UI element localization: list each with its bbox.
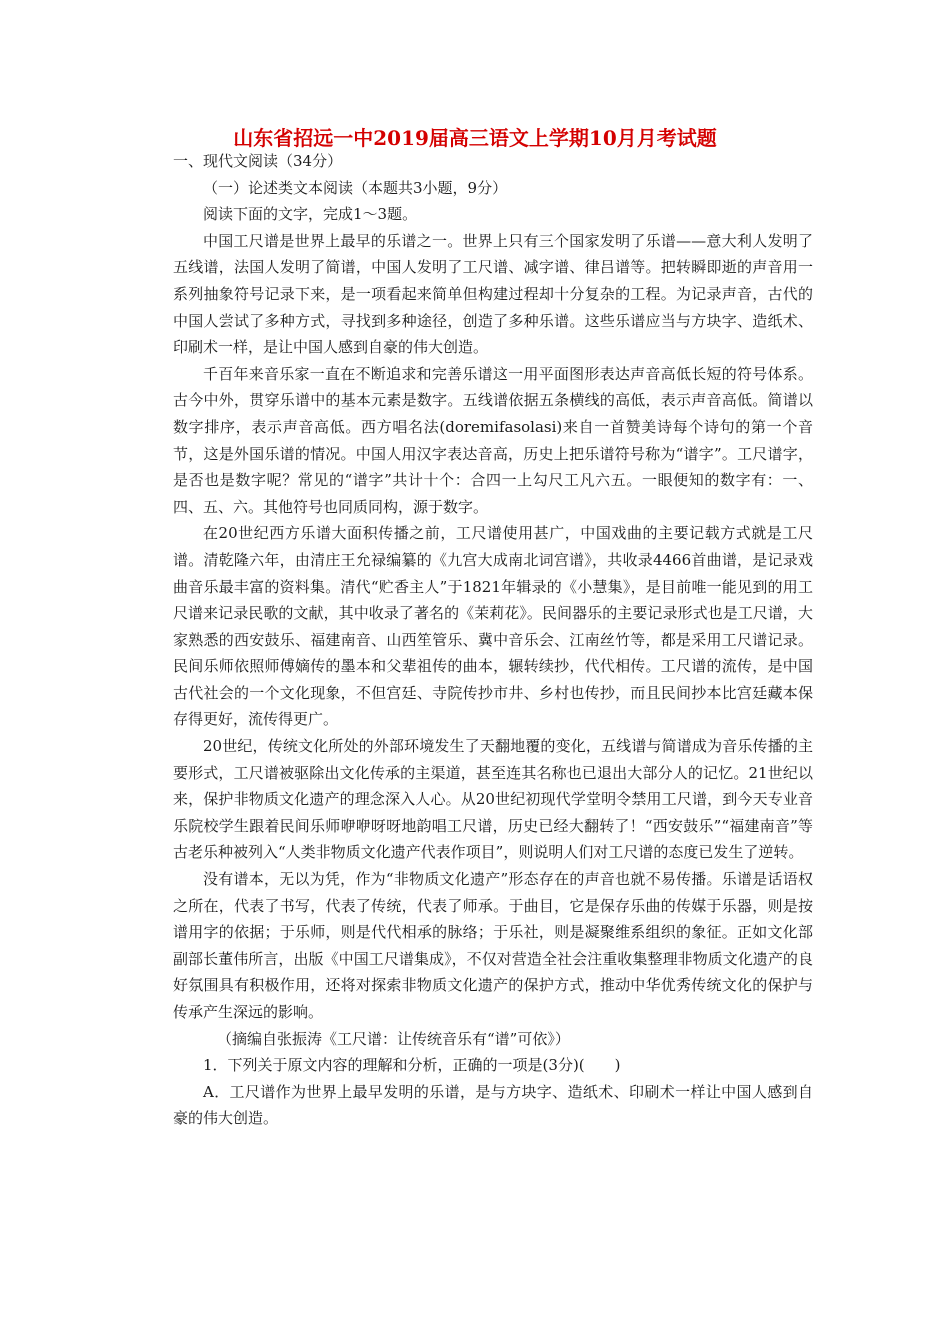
document-title: 山东省招远一中2019届高三语文上学期10月月考试题 <box>233 126 717 150</box>
passage-paragraph: 在20世纪西方乐谱大面积传播之前，工尺谱使用甚广，中国戏曲的主要记载方式就是工尺谱。清乾隆六年，由清庄王允禄编纂的《九宫大成南北词宫谱》，共收录4466首曲谱，是记录戏曲音乐最丰富的资料集。清代“贮香主人”于1821年辑录的《小慧集》，是目前唯一能见到的用工尺谱来记录民歌的文献，其中收录了著名的《茉莉花》。民间器乐的主要记录形式也是工尺谱，大家熟悉的西安鼓乐、福建南音、山西笙管乐、冀中音乐会、江南丝竹等，都是采用工尺谱记录。民间乐师依照师傅嫡传的墨本和父辈祖传的曲本，辗转续抄，代代相传。工尺谱的流传，是中国古代社会的一个文化现象，不但宫廷、寺院传抄市井、乡村也传抄，而且民间抄本比宫廷藏本保存得更好，流传得更广。 <box>173 524 813 729</box>
passage-paragraph: 20世纪，传统文化所处的外部环境发生了天翻地覆的变化，五线谱与简谱成为音乐传播的主要形式，工尺谱被驱除出文化传承的主渠道，甚至连其名称也已退出大部分人的记忆。21世纪以来，保护非物质文化遗产的理念深入人心。从20世纪初现代学堂明令禁用工尺谱，到今天专业音乐院校学生跟着民间乐师咿咿呀呀地韵唱工尺谱，历史已经大翻转了！“西安鼓乐”“福建南音”等古老乐种被列入“人类非物质文化遗产代表作项目”，则说明人们对工尺谱的态度已发生了逆转。 <box>173 737 813 862</box>
passage-source: （摘编自张振涛《工尺谱：让传统音乐有“谱”可依》） <box>217 1029 570 1048</box>
question-1-option-a: A．工尺谱作为世界上最早发明的乐谱，是与方块字、造纸术、印刷术一样让中国人感到自豪的伟大创造。 <box>173 1082 813 1128</box>
section-heading: 一、现代文阅读（34分） <box>173 152 343 170</box>
passage-paragraph: 没有谱本，无以为凭，作为“非物质文化遗产”形态存在的声音也就不易传播。乐谱是话语权之所在，代表了书写，代表了传统，代表了师承。于曲目，它是保存乐曲的传媒于乐器，则是按谱用字的依据；于乐师，则是代代相承的脉络；于乐社，则是凝聚维系组织的象征。正如文化部副部长董伟所言，出版《中国工尺谱集成》，不仅对营造全社会注重收集整理非物质文化遗产的良好氛围具有积极作用，还将对探索非物质文化遗产的保护方式，推动中华优秀传统文化的保护与传承产生深远的影响。 <box>173 870 813 1021</box>
question-1: 1．下列关于原文内容的理解和分析，正确的一项是(3分)( ) <box>203 1056 621 1075</box>
passage-paragraph: 中国工尺谱是世界上最早的乐谱之一。世界上只有三个国家发明了乐谱——意大利人发明了五线谱，法国人发明了简谱，中国人发明了工尺谱、减字谱、律吕谱等。把转瞬即逝的声音用一系列抽象符号记录下来，是一项看起来简单但构建过程却十分复杂的工程。为记录声音，古代的中国人尝试了多种方式，寻找到多种途径，创造了多种乐谱。这些乐谱应当与方块字、造纸术、印刷术一样，是让中国人感到自豪的伟大创造。 <box>173 231 813 357</box>
document-body <box>173 148 813 1132</box>
passage-paragraph: 千百年来音乐家一直在不断追求和完善乐谱这一用平面图形表达声音高低长短的符号体系。古今中外，贯穿乐谱中的基本元素是数字。五线谱依据五条横线的高低，表示声音高低。简谱以数字排序，表示声音高低。西方唱名法(doremifasolasi)来自一首赞美诗每个诗句的第一个音节，这是外国乐谱的情况。中国人用汉字表达音高，历史上把乐谱符号称为“谱字”。工尺谱字，是否也是数字呢？常见的“谱字”共计十个：合四一上勾尺工凡六五。一眼便知的数字有：一、四、五、六。其他符号也同质同构，源于数字。 <box>173 364 813 516</box>
reading-instruction: 阅读下面的文字，完成1～3题。 <box>203 205 418 224</box>
subsection-heading: （一）论述类文本阅读（本题共3小题，9分） <box>203 178 508 197</box>
